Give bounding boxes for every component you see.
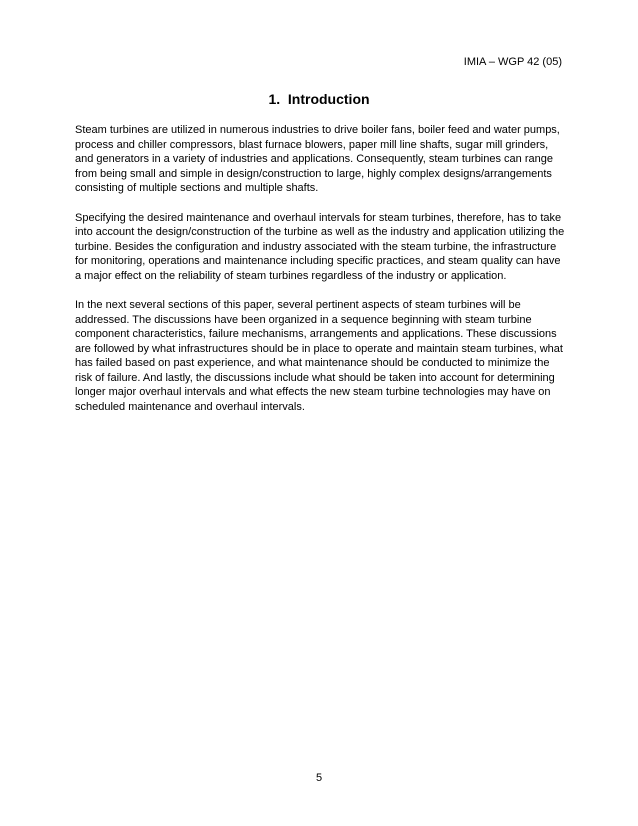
section-heading bbox=[0, 91, 638, 108]
paragraph-2: Specifying the desired maintenance and overhaul intervals for steam turbines, therefore, has to take into account the design/construction of the turbine as well as the industry and application utilizing the turbine. Besides the configuration and industry associated with the steam turbine, the infrastructure for monitoring, operations and maintenance including specific practices, and steam quality can have a major effect on the reliability of steam turbines regardless of the industry or application. bbox=[75, 211, 565, 282]
paragraph-3: In the next several sections of this paper, several pertinent aspects of steam turbines will be addressed. The discussions have been organized in a sequence beginning with steam turbine component characteristics, failure mechanisms, arrangements and applications. These discussions are followed by what infrastructures should be in place to operate and maintain steam turbines, what has failed based on past experience, and what maintenance should be conducted to minimize the risk of failure. And lastly, the discussions include what should be taken into account for determining longer major overhaul intervals and what effects the new steam turbine technologies may have on scheduled maintenance and overhaul intervals. bbox=[75, 299, 563, 413]
paragraph-1: Steam turbines are utilized in numerous industries to drive boiler fans, boiler feed and water pumps, process and chiller compressors, blast furnace blowers, paper mill line shafts, sugar mill grinders, and generators in a variety of industries and applications. Consequently, steam turbines can range from being small and simple in design/construction to large, highly complex designs/arrangements consisting of multiple sections and multiple shafts. bbox=[75, 124, 560, 194]
page-number: 5 bbox=[315, 772, 323, 784]
section-number: 1. bbox=[268, 91, 281, 107]
section-title: Introduction bbox=[287, 91, 370, 107]
document-reference: IMIA – WGP 42 (05) bbox=[463, 56, 562, 68]
section-body bbox=[75, 123, 565, 429]
